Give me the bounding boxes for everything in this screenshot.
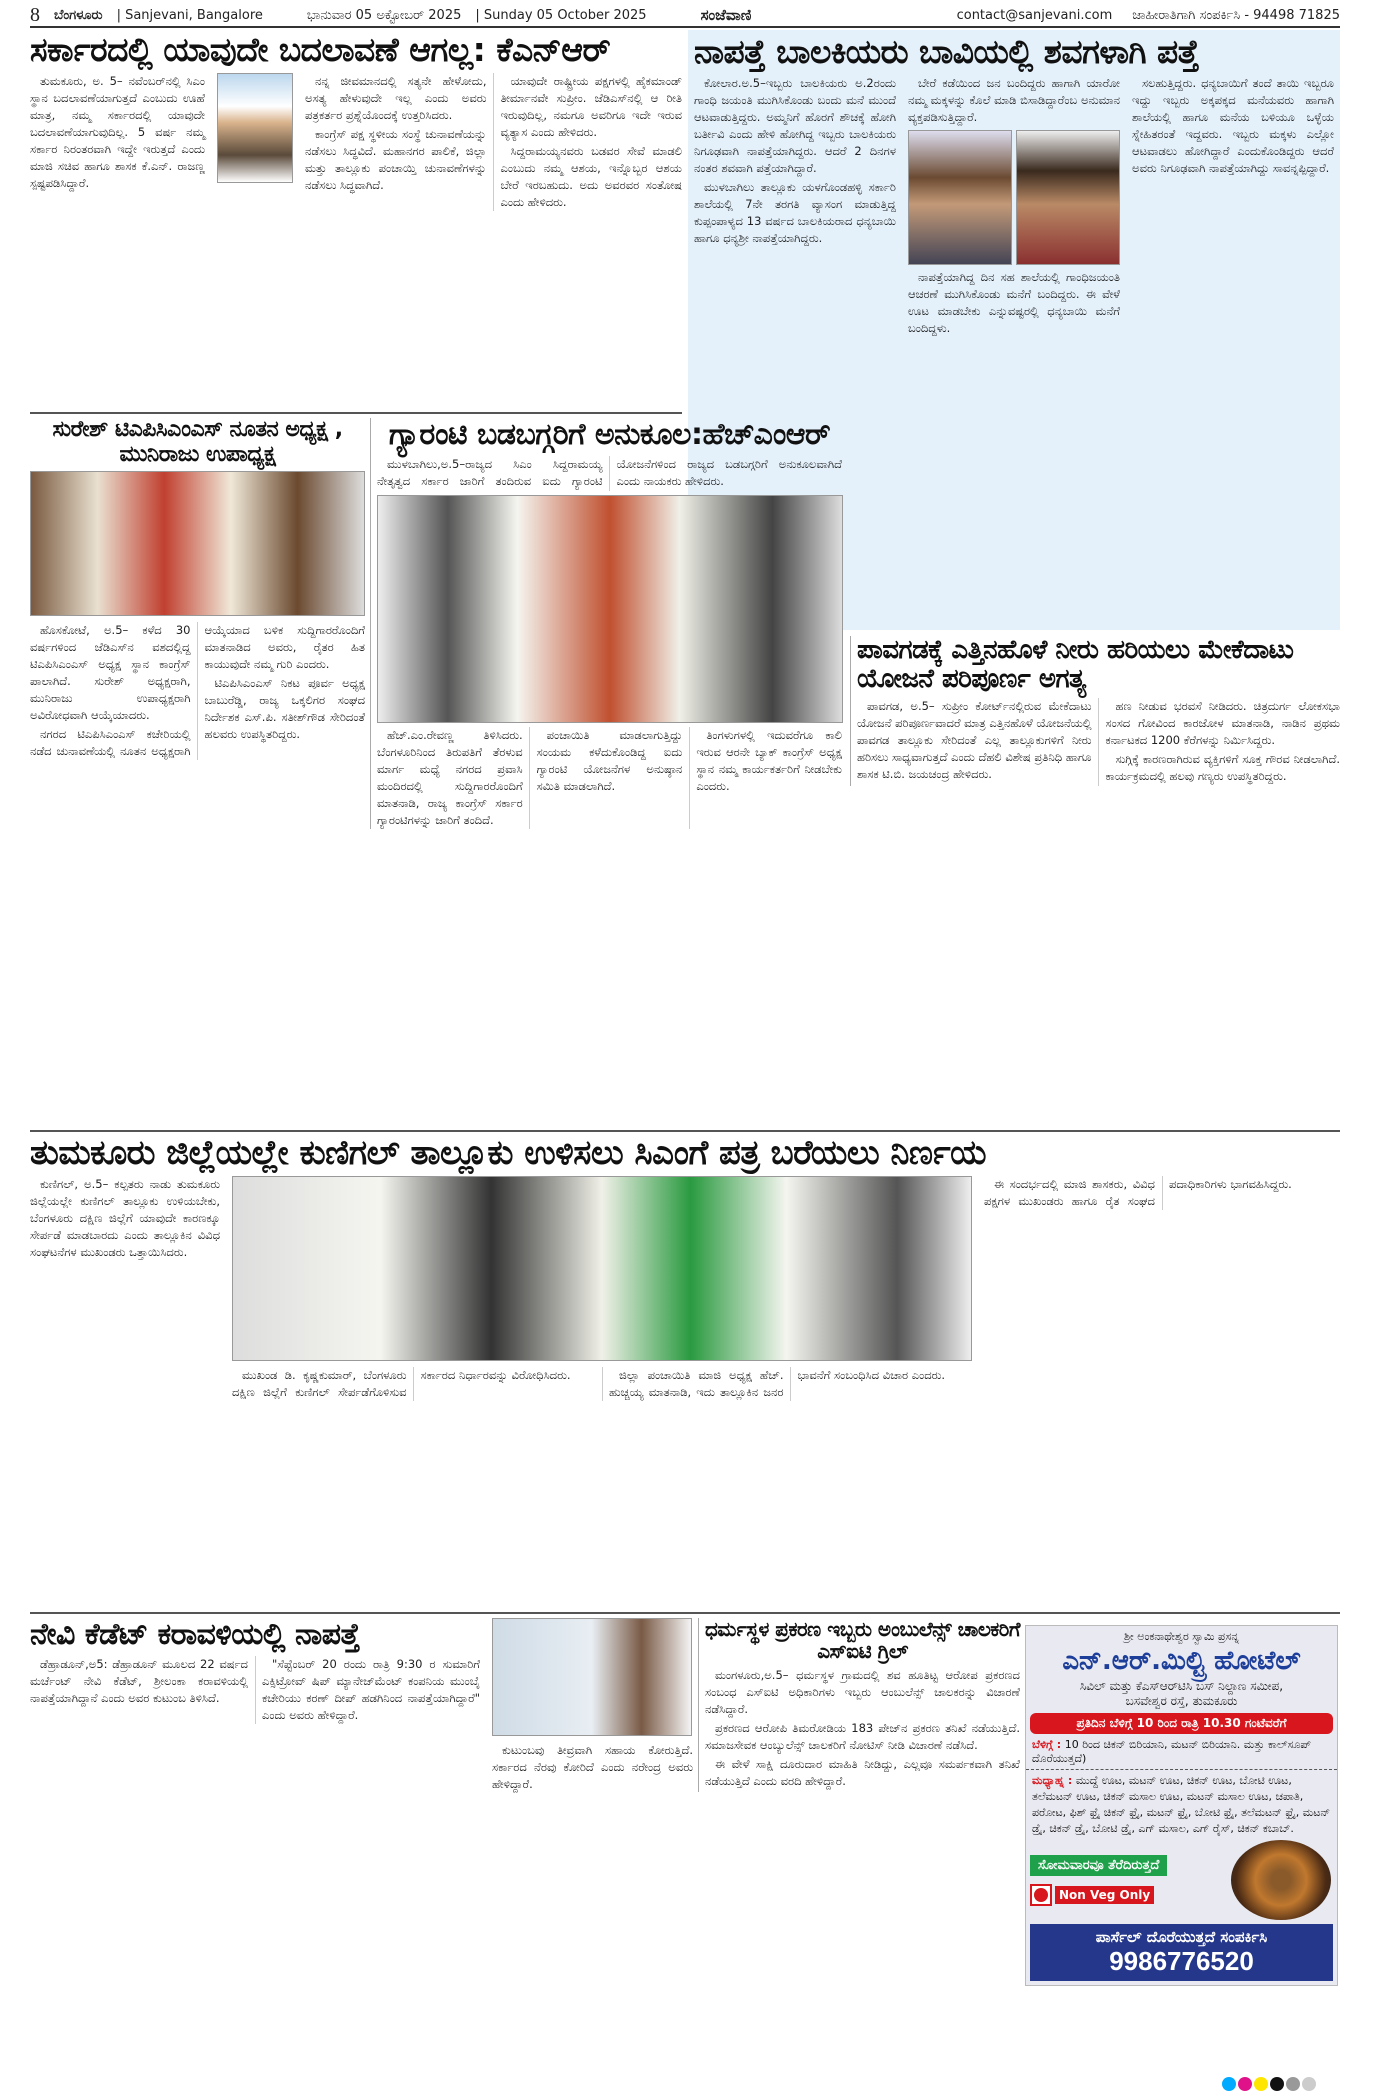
page-number: 8 <box>30 3 40 26</box>
date-english: | Sunday 05 October 2025 <box>475 7 647 23</box>
headline: ಸರ್ಕಾರದಲ್ಲಿ ಯಾವುದೇ ಬದಲಾವಣೆ ಆಗಲ್ಲ: ಕೆಎನ್‌ಆರ್ <box>30 30 611 69</box>
ad-noon-menu: ಮುದ್ದೆ ಊಟ, ಮಟನ್ ಊಟ, ಚಿಕನ್ ಊಟ, ಬೋಟಿ ಊಟ, ತಲೆಮಟನ್ ಊಟ, ಚಿಕನ್ ಮಸಾಲ ಊಟ, ಮಟನ್ ಮಸಾಲ ಊಟ, ಚಪಾತಿ, ಪರೋಟ, ಫಿಶ್ ಫ್ರೈ ಚಿಕನ್ ಫ್ರೈ, ಮಟನ್ ಫ್ರೈ, ಬೋಟಿ ಫ್ರೈ, ತಲೆಮಟನ್ ಫ್ರೈ, ಮಟನ್ ಡ್ರೈ, ಚಿಕನ್ ಡ್ರೈ, ಬೋಟಿ ಡ್ರೈ, ಎಗ್ ಮಸಾಲ, ಎಗ್ ರೈಸ್, ಚಿಕನ್ ಕಬಾಬ್. <box>1032 1774 1331 1835</box>
divider <box>30 1130 1340 1132</box>
knr-portrait-photo <box>217 73 293 183</box>
article-body-col3 <box>1132 75 1334 179</box>
article-body <box>305 73 682 211</box>
black-dot-icon <box>1270 2077 1284 2091</box>
paragraph: ಸಲಹುತ್ತಿದ್ದರು. ಧನ್ಯಬಾಯಿಗೆ ತಂದೆ ತಾಯಿ ಇಬ್ಬರೂ ಇದ್ದು ಇಬ್ಬರು ಅಕ್ಕಪಕ್ಕದ ಮನೆಯವರು ಹಾಗಾಗಿ ಶಾಲೆಯಲ್ಲಿ ಹಾಗೂ ಮನೆಯ ಬಳಿಯೂ ಒಳ್ಳೆಯ ಸ್ನೇಹಿತರಂತೆ ಇದ್ದವರು. ಇಬ್ಬರು ಮಕ್ಕಳು ಎಲ್ಲೋ ಆಟವಾಡಲು ಹೋಗಿದ್ದಾರೆ ಎಂದುಕೊಂಡಿದ್ದರು ಆದರೆ ಅವರು ನಿಗೂಢವಾಗಿ ನಾಪತ್ತೆಯಾಗಿದ್ದು ಸಾವನ್ನಪ್ಪಿದ್ದಾರೆ. <box>1132 75 1334 175</box>
paragraph: ಸಿದ್ದರಾಮಯ್ಯನವರು ಬಡವರ ಸೇವೆ ಮಾಡಲಿ ಎಂಬುದು ನಮ್ಮ ಆಶಯ, ಇನ್ನೊಬ್ಬರ ಆಶಯ ಬೇರೆ ಇರಬಹುದು. ಅದು ಅವರವರ ಸಂತೋಷ ಎಂದು ಹೇಳಿದರು. <box>500 143 682 209</box>
article-col2 <box>908 75 1120 339</box>
headline: ಸುರೇಶ್ ಟಿಎಪಿಸಿಎಂಎಸ್ ನೂತನ ಅಧ್ಯಕ್ಷ , ಮುನಿರಾಜು ಉಪಾಧ್ಯಕ್ಷ <box>52 417 343 467</box>
ad-hours: ಪ್ರತಿದಿನ ಬೆಳಿಗ್ಗೆ 10 ರಿಂದ ರಾತ್ರಿ 10.30 ಗಂಟೆವರೆಗೆ <box>1030 1713 1333 1734</box>
article-suresh <box>30 418 365 760</box>
gray-dot-icon <box>1286 2077 1300 2091</box>
paragraph: ಬೇರೆ ಕಡೆಯಿಂದ ಜನ ಬಂದಿದ್ದರು ಹಾಗಾಗಿ ಯಾರೋ ನಮ್ಮ ಮಕ್ಕಳನ್ನು ಕೊಲೆ ಮಾಡಿ ಬಿಸಾಡಿದ್ದಾರೆಂಬ ಅನುಮಾನ ವ್ಯಕ್ತಪಡಿಸುತ್ತಿದ್ದಾರೆ. <box>908 75 1120 124</box>
paragraph: ಈ ವೇಳೆ ಸಾಕ್ಷಿ ದೂರುದಾರ ಮಾಹಿತಿ ನೀಡಿದ್ದು, ಎಲ್ಲವೂ ಸಮರ್ಪಕವಾಗಿ ತನಿಖೆ ನಡೆಯುತ್ತಿದೆ ಎಂದು ವರದಿ ಹೇಳಿದ್ದಾರೆ. <box>705 1756 1020 1788</box>
ad-phone-number[interactable]: 9986776520 <box>1109 1946 1254 1976</box>
ad-address-2: ಬಸವೇಶ್ವರ ರಸ್ತೆ, ತುಮಕೂರು <box>1125 1694 1238 1708</box>
paragraph: ಯಾವುದೇ ರಾಷ್ಟ್ರೀಯ ಪಕ್ಷಗಳಲ್ಲಿ ಹೈಕಮಾಂಡ್ ತೀರ್ಮಾನವೇ ಸುಪ್ರೀಂ. ಜೆಡಿಎಸ್‌ನಲ್ಲಿ ಆ ರೀತಿ ಇರುವುದಿಲ್ಲ, ನಮಗೂ ಅವರಿಗೂ ಇದೇ ಇರುವ ವ್ಯತ್ಯಾಸ ಎಂದು ಹೇಳಿದರು. <box>500 73 682 139</box>
article-guarantee <box>370 418 842 829</box>
ad-morning-label: ಬೆಳಿಗ್ಗೆ : <box>1032 1738 1062 1751</box>
paragraph: ಕುಣಿಗಲ್, ಅ.5– ಕಲ್ಪತರು ನಾಡು ತುಮಕೂರು ಜಿಲ್ಲೆಯಲ್ಲೇ ಕುಣಿಗಲ್ ತಾಲ್ಲೂಕು ಉಳಿಯಬೇಕು, ಬೆಂಗಳೂರು ದಕ್ಷಿಣ ಜಿಲ್ಲೆಗೆ ಯಾವುದೇ ಕಾರಣಕ್ಕೂ ಸೇರ್ಪಡೆ ಮಾಡಬಾರದು ಎಂದು ತಾಲ್ಲೂಕಿನ ವಿವಿಧ ಸಂಘಟನೆಗಳ ಮುಖಂಡರು ಒತ್ತಾಯಿಸಿದರು. <box>30 1177 220 1260</box>
guarantee-group-photo <box>377 495 843 723</box>
contact-email[interactable]: contact@sanjevani.com <box>956 7 1113 23</box>
kunigal-meeting-photo <box>232 1176 972 1361</box>
ad-monday-open: ಸೋಮವಾರವೂ ತೆರೆದಿರುತ್ತದೆ <box>1030 1855 1167 1876</box>
article-body-top <box>377 456 842 491</box>
article-body-right <box>984 1176 1340 1210</box>
ad-nonveg-label: Non Veg Only <box>1055 1886 1154 1904</box>
paragraph: ಮುಳಬಾಗಿಲು ತಾಲ್ಲೂಕು ಯಳಗೊಂಡಹಳ್ಳಿ ಸರ್ಕಾರಿ ಶಾಲೆಯಲ್ಲಿ 7ನೇ ತರಗತಿ ವ್ಯಾಸಂಗ ಮಾಡುತ್ತಿದ್ದ ಕುಪ್ಪಂಪಾಳ್ಯದ 13 ವರ್ಷದ ಬಾಲಕಿಯರಾದ ಧನ್ಯಬಾಯಿ ಹಾಗೂ ಧನ್ಯಶ್ರೀ ನಾಪತ್ತೆಯಾಗಿದ್ದರು. <box>694 179 896 245</box>
headline: ನೇವಿ ಕೆಡೆಟ್ ಕರಾವಳಿಯಲ್ಲಿ ನಾಪತ್ತೆ <box>30 1617 360 1652</box>
ad-address-1: ಸಿವಿಲ್ ಮತ್ತು ಕೆಎಸ್ಆರ್‌ಟಿಸಿ ಬಸ್ ನಿಲ್ದಾಣ ಸಮೀಪ, <box>1079 1679 1284 1693</box>
article-body <box>705 1667 1020 1790</box>
paragraph: ಕುಟುಂಬವು ತೀವ್ರವಾಗಿ ಸಹಾಯ ಕೋರುತ್ತಿದೆ. ಸರ್ಕಾರದ ನೆರವು ಕೋರಿದೆ ಎಂದು ನರೇಂದ್ರ ಅವರು ಹೇಳಿದ್ದಾರೆ. <box>492 1743 693 1791</box>
article-kunigal <box>30 1134 1340 1401</box>
headline: ನಾಪತ್ತೆ ಬಾಲಕಿಯರು ಬಾವಿಯಲ್ಲಿ ಶವಗಳಾಗಿ ಪತ್ತೆ <box>694 32 1199 71</box>
suresh-felicitation-photo <box>30 471 365 616</box>
headline: ಪಾವಗಡಕ್ಕೆ ಎತ್ತಿನಹೊಳೆ ನೀರು ಹರಿಯಲು ಮೇಕೆದಾಟು ಯೋಜನೆ ಪರಿಪೂರ್ಣ ಅಗತ್ಯ <box>857 635 1294 695</box>
paragraph: ತುಮಕೂರು, ಅ. 5– ನವೆಂಬರ್‌ನಲ್ಲಿ ಸಿಎಂ ಸ್ಥಾನ ಬದಲಾವಣೆಯಾಗುತ್ತದೆ ಎಂಬುದು ಊಹೆ ಮಾತ್ರ, ನಮ್ಮ ಸರ್ಕಾರದಲ್ಲಿ ಯಾವುದೇ ಬದಲಾವಣೆಯಾಗುವುದಿಲ್ಲ. 5 ವರ್ಷ ನಮ್ಮ ಸರ್ಕಾರ ನಿರಂತರವಾಗಿ ಇದ್ದೇ ಇರುತ್ತದೆ ಎಂದು ಮಾಜಿ ಸಚಿವ ಹಾಗೂ ಶಾಸಕ ಕೆ.ಎನ್. ರಾಜಣ್ಣ ಸ್ಪಷ್ಟಪಡಿಸಿದ್ದಾರೆ. <box>30 73 205 190</box>
yellow-dot-icon <box>1254 2077 1268 2091</box>
article-body-middle <box>232 1367 972 1401</box>
victim-photo-1 <box>908 130 1012 265</box>
ads-contact: ಜಾಹೀರಾತಿಗಾಗಿ ಸಂಪರ್ಕಿಸಿ - 94498 71825 <box>1132 7 1340 23</box>
article-body <box>30 622 365 760</box>
food-platter-image <box>1231 1840 1331 1920</box>
paragraph: ಮುಖಂಡ ಡಿ. ಕೃಷ್ಣಕುಮಾರ್, ಬೆಂಗಳೂರು ದಕ್ಷಿಣ ಜಿಲ್ಲೆಗೆ ಕುಣಿಗಲ್ ಸೇರ್ಪಡೆಗೊಳಿಸುವ ಸರ್ಕಾರದ ನಿರ್ಧಾರವನ್ನು ವಿರೋಧಿಸಿದರು. <box>232 1368 571 1400</box>
headline: ಗ್ಯಾರಂಟಿ ಬಡಬಗ್ಗರಿಗೆ ಅನುಕೂಲ:ಹೆಚ್‌ಎಂಆರ್ <box>388 417 831 452</box>
paragraph: ಹೊಸಕೋಟೆ, ಅ.5– ಕಳೆದ 30 ವರ್ಷಗಳಿಂದ ಜೆಡಿಎಸ್‌ನ ವಶದಲ್ಲಿದ್ದ ಟಿಎಪಿಸಿಎಂಎಸ್ ಅಧ್ಯಕ್ಷ ಸ್ಥಾನ ಕಾಂಗ್ರೆಸ್ ಪಾಲಾಗಿದೆ. ಸುರೇಶ್ ಅಧ್ಯಕ್ಷರಾಗಿ, ಮುನಿರಾಜು ಉಪಾಧ್ಯಕ್ಷರಾಗಿ ಅವಿರೋಧವಾಗಿ ಆಯ್ಕೆಯಾದರು. <box>30 623 191 723</box>
date-kannada: ಭಾನುವಾರ 05 ಅಕ್ಟೋಬರ್ 2025 <box>306 7 462 23</box>
ad-blessing: ಶ್ರೀ ಅಂಕನಾಥೇಶ್ವರ ಸ್ವಾಮಿ ಪ್ರಸನ್ನ <box>1124 1630 1239 1643</box>
article-dharmasthala <box>698 1618 1020 1792</box>
article-body-col2 <box>908 75 1120 126</box>
light-gray-dot-icon <box>1302 2077 1316 2091</box>
article-knr <box>30 32 682 211</box>
ad-morning-menu: 10 ರಿಂದ ಚಿಕನ್ ಬಿರಿಯಾನಿ, ಮಟನ್ ಬಿರಿಯಾನಿ. ಮತ್ತು ಕಾಲ್‌ಸೂಪ್ ದೊರೆಯುತ್ತದೆ) <box>1032 1738 1311 1765</box>
article-body-col2b <box>908 269 1120 337</box>
headline: ಧರ್ಮಸ್ಥಳ ಪ್ರಕರಣ ಇಬ್ಬರು ಅಂಬುಲೆನ್ಸ್ ಚಾಲಕರಿಗೆ ಎಸ್‌ಐಟಿ ಗ್ರಿಲ್ <box>705 1617 1020 1664</box>
paragraph: ಮಂಗಳೂರು,ಅ.5– ಧರ್ಮಸ್ಥಳ ಗ್ರಾಮದಲ್ಲಿ ಶವ ಹೂತಿಟ್ಟ ಆರೋಪ ಪ್ರಕರಣದ ಸಂಬಂಧ ಎಸ್‌ಐಟಿ ಅಧಿಕಾರಿಗಳು ಇಬ್ಬರು ಆಂಬುಲೆನ್ಸ್ ಚಾಲಕರನ್ನು ವಿಚಾರಣೆ ನಡೆಸಿದ್ದಾರೆ. <box>705 1667 1020 1716</box>
navy-cadet-photo <box>492 1618 692 1736</box>
divider <box>30 1612 1340 1614</box>
victim-photo-2 <box>1016 130 1120 265</box>
paragraph: ಸುಗ್ಗಿಕ್ಕೆ ಕಾರಣರಾಗಿರುವ ವ್ಯಕ್ತಿಗಳಿಗೆ ಸೂಕ್ತ ಗೌರವ ನೀಡಲಾಗಿದೆ. ಕಾರ್ಯಕ್ರಮದಲ್ಲಿ ಹಲವು ಗಣ್ಯರು ಉಪಸ್ಥಿತರಿದ್ದರು. <box>1105 752 1340 784</box>
article-body-col1 <box>30 73 205 194</box>
headline: ತುಮಕೂರು ಜಿಲ್ಲೆಯಲ್ಲೇ ಕುಣಿಗಲ್ ತಾಲ್ಲೂಕು ಉಳಿಸಲು ಸಿಎಂಗೆ ಪತ್ರ ಬರೆಯಲು ನಿರ್ಣಯ <box>30 1133 987 1173</box>
cyan-dot-icon <box>1222 2077 1236 2091</box>
paragraph: "ಸೆಪ್ಟೆಂಬರ್ 20 ರಂದು ರಾತ್ರಿ 9:30 ರ ಸುಮಾರಿಗೆ ಎಕ್ಸಿಟ್ರೋವ್ ಷಿಪ್ ಮ್ಯಾನೇಜ್‌ಮೆಂಟ್ ಕಂಪನಿಯ ಮುಂಬೈ ಕಚೇರಿಯು ಕರಣ್ ದೀಪ್ ಹಡಗಿನಿಂದ ನಾಪತ್ತೆಯಾಗಿದ್ದಾರೆ" ಎಂದು ಅವರು ಹೇಳಿದ್ದಾರೆ. <box>262 1656 480 1722</box>
nonveg-symbol-icon <box>1030 1884 1052 1906</box>
paragraph: ಹಣ ನೀಡುವ ಭರವಸೆ ನೀಡಿದರು. ಚಿತ್ರದುರ್ಗ ಲೋಕಸಭಾ ಸಂಸದ ಗೋವಿಂದ ಕಾರಜೋಳ ಮಾತನಾಡಿ, ನಾಡಿನ ಪ್ರಥಮ ಕರ್ನಾಟಕದ 1200 ಕೆರೆಗಳನ್ನು ನಿರ್ಮಿಸಿದ್ದರು. <box>1105 699 1340 748</box>
article-body-col1 <box>694 75 896 249</box>
article-navy-cadet <box>30 1618 693 1795</box>
paragraph: ಈ ಸಂದರ್ಭದಲ್ಲಿ ಮಾಜಿ ಶಾಸಕರು, ವಿವಿಧ ಪಕ್ಷಗಳ ಮುಖಂಡರು ಹಾಗೂ ರೈತ ಸಂಘದ ಪದಾಧಿಕಾರಿಗಳು ಭಾಗವಹಿಸಿದ್ದರು. <box>984 1177 1292 1209</box>
article-body <box>857 698 1340 786</box>
paragraph: ಪ್ರಕರಣದ ಆರೋಪಿ ತಿಮರೋಡಿಯ 183 ಪೇಜ್‌ನ ಪ್ರಕರಣ ತನಿಖೆ ನಡೆಯುತ್ತಿದೆ. ಸಮಾಜಸೇವಕ ಆಂಬ್ಯುಲೆನ್ಸ್ ಚಾಲಕರಿಗೆ ನೋಟಿಸ್ ನೀಡಿ ವಿಚಾರಣೆ ನಡೆಸಿದೆ. <box>705 1720 1020 1752</box>
paragraph: ಕೋಲಾರ.ಅ.5–ಇಬ್ಬರು ಬಾಲಕಿಯರು ಅ.2ರಂದು ಗಾಂಧಿ ಜಯಂತಿ ಮುಗಿಸಿಕೊಂಡು ಬಂದು ಮನೆ ಮುಂದೆ ಆಟವಾಡುತ್ತಿದ್ದರು. ಅಮ್ಮನಿಗೆ ಹೊರಗೆ ಶೌಚಕ್ಕೆ ಹೋಗಿ ಬರ್ತೀವಿ ಎಂದು ಹೇಳಿ ಹೋಗಿದ್ದ ಇಬ್ಬರು ಬಾಲಕಿಯರು ನಿಗೂಢವಾಗಿ ನಾಪತ್ತೆಯಾಗಿದ್ದರು. ಆದರೆ 2 ದಿನಗಳ ನಂತರ ಶವವಾಗಿ ಪತ್ತೆಯಾಗಿದ್ದಾರೆ. <box>694 75 896 175</box>
page-header <box>30 4 1340 28</box>
ad-hotel-name: ಎನ್.ಆರ್.ಮಿಲ್ಟ್ರಿ ಹೋಟೆಲ್ <box>1062 1646 1301 1676</box>
article-body-left <box>30 1176 220 1263</box>
article-body-bottom <box>377 727 842 829</box>
paragraph: ಡೆಹ್ರಾಡೂನ್,ಅ5: ಡೆಹ್ರಾಡೂನ್ ಮೂಲದ 22 ವರ್ಷದ ಮರ್ಚೆಂಟ್ ನೇವಿ ಕೆಡೆಟ್, ಶ್ರೀಲಂಕಾ ಕರಾವಳಿಯಲ್ಲಿ ನಾಪತ್ತೆಯಾಗಿದ್ದಾನೆ ಎಂದು ಅವರ ಕುಟುಂಬ ತಿಳಿಸಿದೆ. <box>30 1656 248 1705</box>
hotel-advertisement <box>1025 1625 1338 1986</box>
city: ಬೆಂಗಳೂರು <box>54 7 103 23</box>
color-registration-marks <box>1220 2076 1316 2095</box>
article-body <box>30 1656 480 1724</box>
paragraph: ನಗರದ ಟಿಎಪಿಸಿಎಂಎಸ್ ಕಚೇರಿಯಲ್ಲಿ ನಡೆದ ಚುನಾವಣೆಯಲ್ಲಿ ನೂತನ ಅಧ್ಯಕ್ಷರಾಗಿ ಆಯ್ಕೆಯಾದ ಬಳಿಕ ಸುದ್ದಿಗಾರರೊಂದಿಗೆ ಮಾತನಾಡಿದ ಅವರು, ರೈತರ ಹಿತ ಕಾಯುವುದೇ ನಮ್ಮ ಗುರಿ ಎಂದರು. <box>30 623 365 759</box>
magenta-dot-icon <box>1238 2077 1252 2091</box>
masthead-logo: ಸಂಜೆವಾಣಿ <box>700 6 752 24</box>
paragraph: ತಿಂಗಳುಗಳಲ್ಲಿ ಇದುವರೆಗೂ ಕಾಲಿ ಇರುವ ಆರನೇ ಬ್ಯಾಕ್ ಕಾಂಗ್ರೆಸ್ ಅಧ್ಯಕ್ಷ ಸ್ಥಾನ ನಮ್ಮ ಕಾರ್ಯಕರ್ತರಿಗೆ ನೀಡಬೇಕು ಎಂದರು. <box>696 727 842 793</box>
divider <box>30 412 682 414</box>
edition: | Sanjevani, Bangalore <box>116 7 263 23</box>
ad-noon-label: ಮಧ್ಯಾಹ್ನ : <box>1032 1774 1073 1787</box>
navy-article-body-cont <box>492 1742 693 1793</box>
article-pavagada <box>850 636 1340 786</box>
paragraph: ಪಂಚಾಯಿತಿ ಮಾಡಲಾಗುತ್ತಿದ್ದು ಸಂಯಮ ಕಳೆದುಕೊಂಡಿದ್ದ ಐದು ಗ್ಯಾರಂಟಿ ಯೋಜನೆಗಳ ಅನುಷ್ಠಾನ ಸಮಿತಿ ಮಾಡಲಾಗಿದೆ. <box>536 727 683 793</box>
paragraph: ಪಾವಗಡ, ಅ.5– ಸುಪ್ರೀಂ ಕೋರ್ಟ್‌ನಲ್ಲಿರುವ ಮೇಕೆದಾಟು ಯೋಜನೆ ಪರಿಪೂರ್ಣವಾದರೆ ಮಾತ್ರ ಎತ್ತಿನಹೊಳೆ ಯೋಜನೆಯಲ್ಲಿ ಪಾವಗಡ ತಾಲ್ಲೂಕು ಸೇರಿದಂತೆ ಎಲ್ಲ ತಾಲ್ಲೂಕುಗಳಿಗೆ ನೀರು ಹರಿಸಲು ಸಾಧ್ಯವಾಗುತ್ತದೆ ಎಂದು ದೆಹಲಿ ವಿಶೇಷ ಪ್ರತಿನಿಧಿ ಹಾಗೂ ಶಾಸಕ ಟಿ.ಬಿ. ಜಯಚಂದ್ರ ಹೇಳಿದರು. <box>857 699 1092 782</box>
paragraph: ಮುಳಬಾಗಿಲು,ಅ.5–ರಾಜ್ಯದ ಸಿಎಂ ಸಿದ್ದರಾಮಯ್ಯ ನೇತೃತ್ವದ ಸರ್ಕಾರ ಜಾರಿಗೆ ತಂದಿರುವ ಐದು ಗ್ಯಾರಂಟಿ ಯೋಜನೆಗಳಿಂದ ರಾಜ್ಯದ ಬಡಬಗ್ಗರಿಗೆ ಅನುಕೂಲವಾಗಿದೆ ಎಂದು ನಾಯಕರು ಹೇಳಿದರು. <box>377 456 842 488</box>
paragraph: ಹೆಚ್.ಎಂ.ರೇವಣ್ಣ ತಿಳಿಸಿದರು. ಬೆಂಗಳೂರಿನಿಂದ ತಿರುಪತಿಗೆ ತೆರಳುವ ಮಾರ್ಗ ಮಧ್ಯೆ ನಗರದ ಪ್ರವಾಸಿ ಮಂದಿರದಲ್ಲಿ ಸುದ್ದಿಗಾರರೊಂದಿಗೆ ಮಾತನಾಡಿ, ರಾಜ್ಯ ಕಾಂಗ್ರೆಸ್ ಸರ್ಕಾರ ಗ್ಯಾರಂಟಿಗಳನ್ನು ಜಾರಿಗೆ ತಂದಿದೆ. <box>377 727 523 827</box>
paragraph: ನಾಪತ್ತೆಯಾಗಿದ್ದ ದಿನ ಸಹ ಶಾಲೆಯಲ್ಲಿ ಗಾಂಧಿಜಯಂತಿ ಆಚರಣೆ ಮುಗಿಸಿಕೊಂಡು ಮನೆಗೆ ಬಂದಿದ್ದರು. ಈ ವೇಳೆ ಊಟ ಮಾಡಬೇಕು ಎನ್ನುವಷ್ಟರಲ್ಲಿ ಧನ್ಯಬಾಯಿ ಮನೆಗೆ ಬಂದಿದ್ದಳು. <box>908 269 1120 335</box>
paragraph: ಜಿಲ್ಲಾ ಪಂಚಾಯಿತಿ ಮಾಜಿ ಅಧ್ಯಕ್ಷ ಹೆಚ್. ಹುಚ್ಚಯ್ಯ ಮಾತನಾಡಿ, ಇದು ತಾಲ್ಲೂಕಿನ ಜನರ ಭಾವನೆಗೆ ಸಂಬಂಧಿಸಿದ ವಿಚಾರ ಎಂದರು. <box>609 1368 946 1400</box>
paragraph: ಕಾಂಗ್ರೆಸ್ ಪಕ್ಷ ಸ್ಥಳೀಯ ಸಂಸ್ಥೆ ಚುನಾವಣೆಯನ್ನು ನಡೆಸಲು ಸಿದ್ಧವಿದೆ. ಮಹಾನಗರ ಪಾಲಿಕೆ, ಜಿಲ್ಲಾ ಮತ್ತು ತಾಲ್ಲೂಕು ಪಂಚಾಯ್ತಿ ಚುನಾವಣೆಗಳನ್ನು ನಡೆಸಲು ಸಿದ್ಧವಾಗಿದೆ. <box>305 126 487 192</box>
paragraph: ನನ್ನ ಜೀವಮಾನದಲ್ಲಿ ಸತ್ಯನೇ ಹೇಳೋದು, ಅಸತ್ಯ ಹೇಳುವುದೇ ಇಲ್ಲ ಎಂದು ಅವರು ಪತ್ರಕರ್ತರ ಪ್ರಶ್ನೆಯೊಂದಕ್ಕೆ ಉತ್ತರಿಸಿದರು. <box>305 73 487 122</box>
paragraph: ಟಿಎಪಿಸಿಎಂಎಸ್ ನಿಕಟ ಪೂರ್ವ ಅಧ್ಯಕ್ಷ ಬಾಬುರೆಡ್ಡಿ, ರಾಜ್ಯ ಒಕ್ಕಲಿಗರ ಸಂಘದ ನಿರ್ದೇಶಕ ಎಸ್.ಪಿ. ಸತೀಶ್‌ಗೌಡ ಸೇರಿದಂತೆ ಹಲವರು ಉಪಸ್ಥಿತರಿದ್ದರು. <box>204 676 365 742</box>
ad-parcel-text: ಪಾರ್ಸೆಲ್ ದೊರೆಯುತ್ತದೆ ಸಂಪರ್ಕಿಸಿ <box>1095 1928 1268 1946</box>
